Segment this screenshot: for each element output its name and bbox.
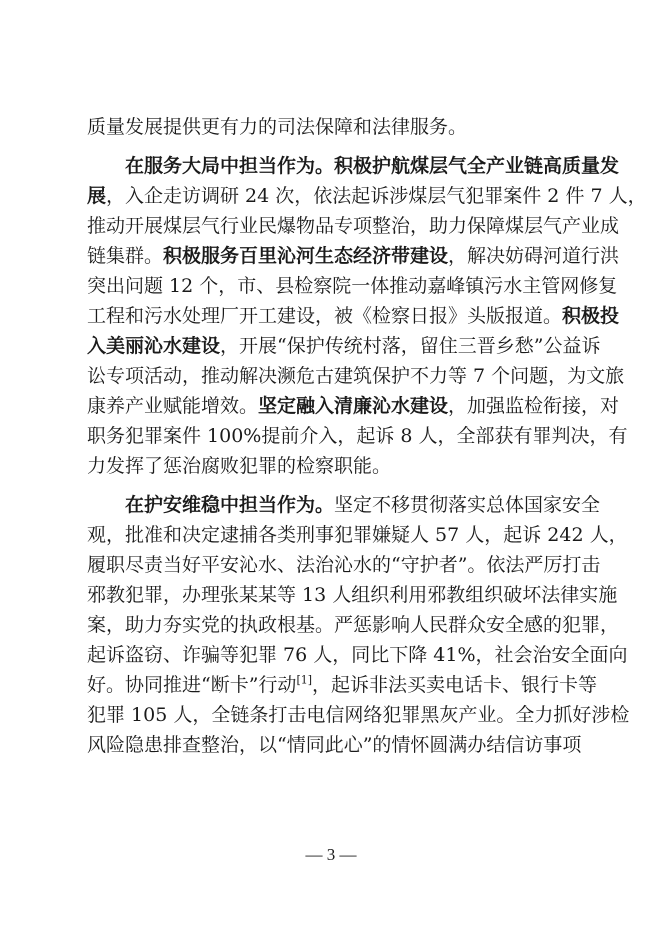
text-run: 突出问题 12 个，市、县检察院一体推动嘉峰镇污水主管网修复	[87, 275, 618, 297]
text-line	[87, 211, 620, 241]
text-line	[87, 610, 620, 640]
text-run: ，加强监检衔接，对	[448, 395, 620, 417]
bold-heading-text: 积极投	[562, 305, 620, 327]
text-line	[87, 580, 618, 610]
text-line	[87, 730, 581, 760]
text-run: ，开展“保护传统村落，留住三晋乡愁”公益诉	[220, 335, 601, 357]
text-line	[87, 151, 620, 181]
text-line	[87, 391, 620, 421]
text-line	[87, 331, 601, 361]
text-line	[87, 361, 625, 391]
paragraph-gap	[87, 481, 581, 490]
text-run: ，解决妨碍河道行洪	[448, 245, 620, 267]
text-line	[87, 271, 618, 301]
footnote-ref: [1]	[296, 673, 313, 687]
bold-heading-text: 展	[87, 185, 107, 207]
text-run: 坚定不移贯彻落实总体国家安全	[334, 494, 601, 516]
text-line	[87, 670, 598, 700]
text-line	[87, 451, 581, 481]
text-run: 好。协同推进“断卡”行动	[87, 674, 297, 696]
text-line	[87, 181, 647, 211]
bold-heading-text: 在服务大局中担当作为。积极护航煤层气全产业链高质量发	[125, 155, 620, 177]
bold-heading-text: 积极服务百里沁河生态经济带建设	[163, 245, 449, 267]
text-run: 履职尽责当好平安沁水、法治沁水的“守护者”。依法严厉打击	[87, 554, 601, 576]
text-run: 邪教犯罪，办理张某某等 13 人组织利用邪教组织破坏法律实施	[87, 584, 618, 606]
text-run: 讼专项活动，推动解决濒危古建筑保护不力等 7 个问题，为文旅	[87, 365, 625, 387]
text-line	[87, 241, 620, 271]
text-run: 案，助力夯实党的执政根基。严惩影响人民群众安全感的犯罪，	[87, 614, 620, 636]
text-run: 康养产业赋能增效。	[87, 395, 259, 417]
page-number: — 3 —	[305, 845, 357, 864]
bold-heading-text: 入美丽沁水建设	[87, 335, 221, 357]
paragraph-gap	[87, 142, 581, 151]
text-line	[87, 700, 630, 730]
text-run: 质量发展提供更有力的司法保障和法律服务。	[87, 116, 468, 138]
text-run: 力发挥了惩治腐败犯罪的检察职能。	[87, 455, 392, 477]
text-run: 犯罪 105 人，全链条打击电信网络犯罪黑灰产业。全力抓好涉检	[87, 704, 630, 726]
text-line	[87, 550, 601, 580]
text-line	[87, 112, 581, 142]
bold-heading-text: 在护安维稳中担当作为。	[125, 494, 335, 516]
text-line	[87, 640, 628, 670]
text-run: 职务犯罪案件 100%提前介入，起诉 8 人，全部获有罪判决，有	[87, 425, 628, 447]
text-run: ，入企走访调研 24 次，依法起诉涉煤层气犯罪案件 2 件 7 人，	[106, 185, 647, 207]
text-run: 推动开展煤层气行业民爆物品专项整治，助力保障煤层气产业成	[87, 215, 620, 237]
text-line	[87, 421, 628, 451]
bold-heading-text: 坚定融入清廉沁水建设	[258, 395, 449, 417]
text-run: 工程和污水处理厂开工建设，被《检察日报》头版报道。	[87, 305, 563, 327]
text-run: 起诉盗窃、诈骗等犯罪 76 人，同比下降 41%，社会治安全面向	[87, 644, 628, 666]
text-run: 链集群。	[87, 245, 164, 267]
text-line	[87, 520, 628, 550]
text-line	[87, 301, 620, 331]
text-run: 观，批准和决定逮捕各类刑事犯罪嫌疑人 57 人，起诉 242 人，	[87, 524, 628, 546]
text-line	[87, 490, 601, 520]
body-text	[87, 112, 647, 760]
text-run: 风险隐患排查整治，以“情同此心”的情怀圆满办结信访事项	[87, 734, 582, 756]
text-run: ，起诉非法买卖电话卡、银行卡等	[312, 674, 598, 696]
